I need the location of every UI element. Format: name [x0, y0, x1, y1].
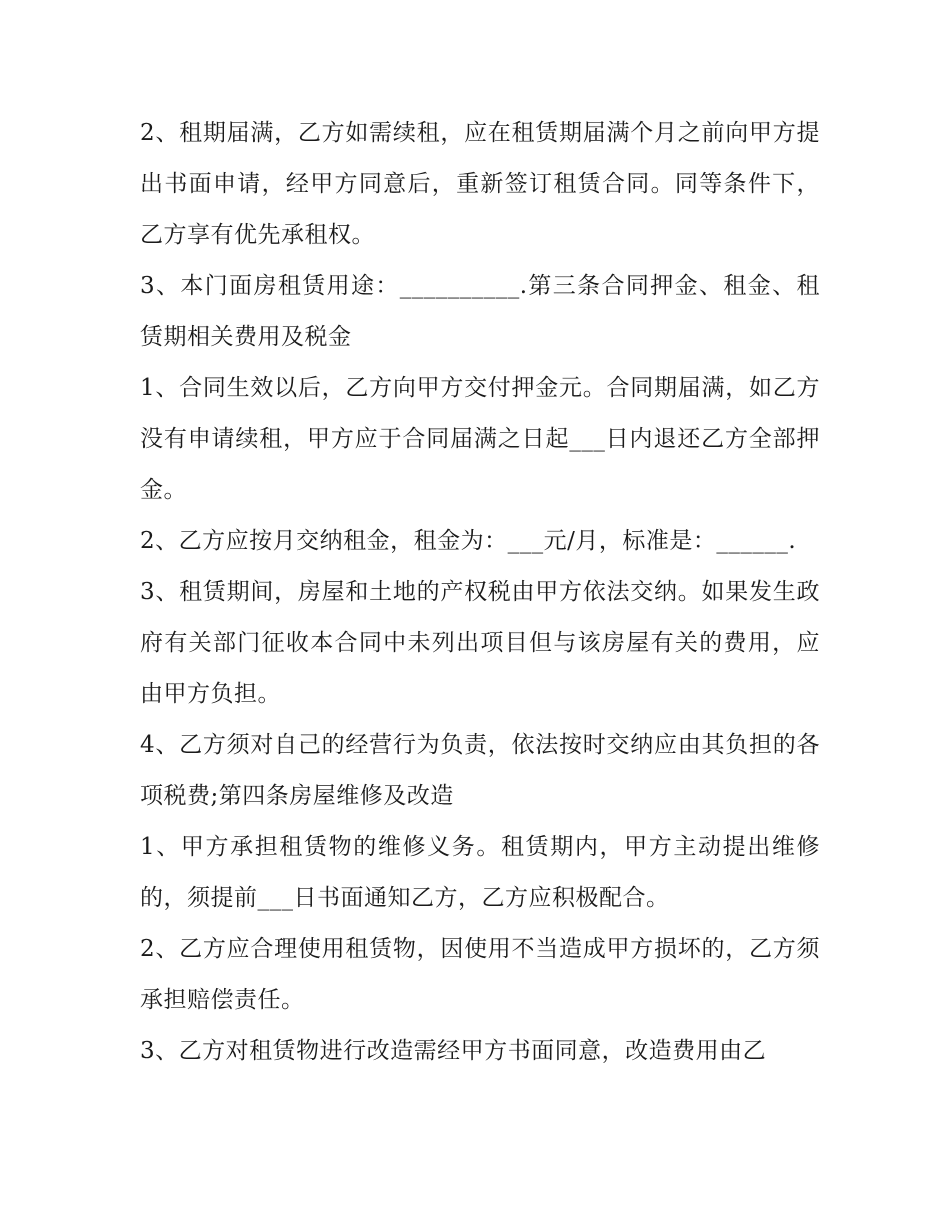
paragraph-renewal: 2、租期届满，乙方如需续租，应在租赁期届满个月之前向甲方提出书面申请，经甲方同意后，重新签订租赁合同。同等条件下，乙方享有优先承租权。 [140, 120, 820, 248]
paragraph-modification: 3、乙方对租赁物进行改造需经甲方书面同意，改造费用由乙 [140, 1038, 767, 1064]
paragraph-business-tax: 4、乙方须对自己的经营行为负责，依法按时交纳应由其负担的各项税费;第四条房屋维修及改造 [140, 732, 820, 809]
paragraph-usage: 3、本门面房租赁用途：__________.第三条合同押金、租金、租赁期相关费用及税金 [140, 273, 820, 350]
paragraph-damage: 2、乙方应合理使用租赁物，因使用不当造成甲方损坏的，乙方须承担赔偿责任。 [140, 936, 820, 1013]
paragraph-deposit: 1、合同生效以后，乙方向甲方交付押金元。合同期届满，如乙方没有申请续租，甲方应于合同届满之日起___日内退还乙方全部押金。 [140, 375, 820, 503]
document-body [140, 108, 820, 1077]
paragraph-property-tax: 3、租赁期间，房屋和土地的产权税由甲方依法交纳。如果发生政府有关部门征收本合同中未列出项目但与该房屋有关的费用，应由甲方负担。 [140, 579, 820, 707]
paragraph-rent: 2、乙方应按月交纳租金，租金为：___元/月，标准是：______. [140, 528, 797, 554]
paragraph-maintenance: 1、甲方承担租赁物的维修义务。租赁期内，甲方主动提出维修的，须提前___日书面通知乙方，乙方应积极配合。 [140, 834, 820, 911]
